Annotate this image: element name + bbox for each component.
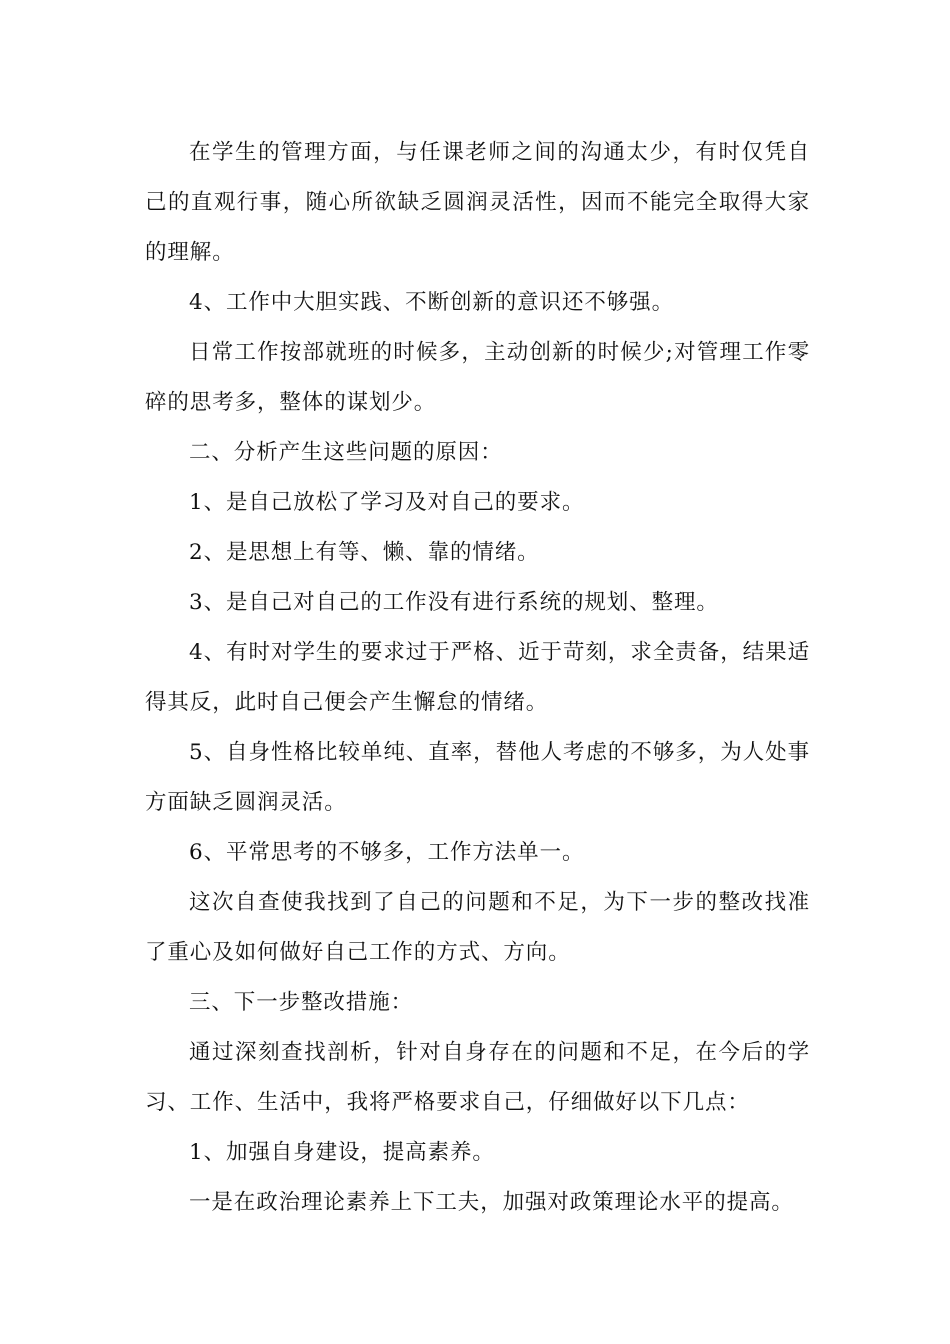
document-body (145, 128, 810, 1228)
paragraph-cause-1: 1、是自己放松了学习及对自己的要求。 (189, 490, 585, 515)
paragraph-measure-1-detail: 一是在政治理论素养上下工夫，加强对政策理论水平的提高。 (189, 1190, 794, 1215)
paragraph-cause-6: 6、平常思考的不够多，工作方法单一。 (189, 840, 585, 865)
section-heading-measures: 三、下一步整改措施： (189, 990, 414, 1015)
paragraph-measures-intro: 通过深刻查找剖析，针对自身存在的问题和不足，在今后的学习、工作、生活中，我将严格要求自己，仔细做好以下几点： (145, 1040, 810, 1115)
paragraph-cause-4: 4、有时对学生的要求过于严格、近于苛刻，求全责备，结果适得其反，此时自己便会产生懈怠的情绪。 (145, 640, 810, 715)
paragraph-measure-1: 1、加强自身建设，提高素养。 (189, 1140, 495, 1165)
paragraph-cause-3: 3、是自己对自己的工作没有进行系统的规划、整理。 (189, 590, 719, 615)
section-heading-causes: 二、分析产生这些问题的原因： (189, 440, 503, 465)
paragraph-communication: 在学生的管理方面，与任课老师之间的沟通太少，有时仅凭自己的直观行事，随心所欲缺乏圆润灵活性，因而不能完全取得大家的理解。 (145, 140, 810, 265)
paragraph-daily-work: 日常工作按部就班的时候多，主动创新的时候少;对管理工作零碎的思考多，整体的谋划少。 (145, 340, 810, 415)
paragraph-point-4-innovation: 4、工作中大胆实践、不断创新的意识还不够强。 (189, 290, 674, 315)
paragraph-cause-5: 5、自身性格比较单纯、直率，替他人考虑的不够多，为人处事方面缺乏圆润灵活。 (145, 740, 810, 815)
paragraph-self-check-summary: 这次自查使我找到了自己的问题和不足，为下一步的整改找准了重心及如何做好自己工作的方式、方向。 (145, 890, 810, 965)
paragraph-cause-2: 2、是思想上有等、懒、靠的情绪。 (189, 540, 540, 565)
